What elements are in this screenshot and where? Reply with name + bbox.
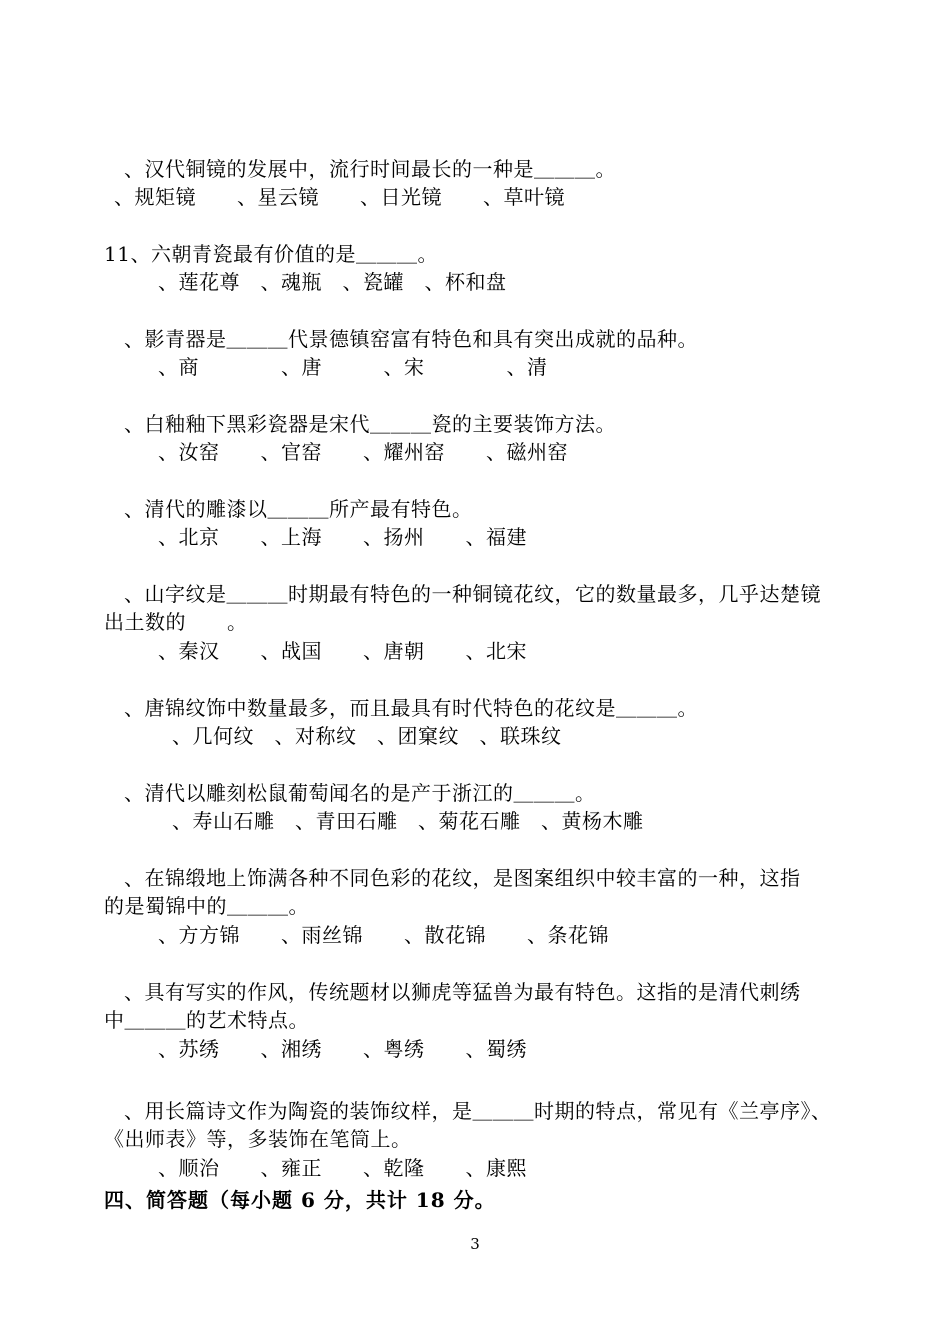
question-options: 、寿山石雕 、青田石雕 、菊花石雕 、黄杨木雕 bbox=[172, 809, 644, 833]
question-stem-continued: 的是蜀锦中的＿＿＿。 bbox=[104, 894, 309, 918]
question-stem-continued: 出土数的 。 bbox=[104, 610, 248, 634]
section-title: 四、简答题（每小题 6 分，共计 18 分。 bbox=[104, 1188, 496, 1212]
question-options: 、苏绣 、湘绣 、粤绣 、蜀绣 bbox=[158, 1037, 527, 1061]
question-stem: 、具有写实的作风，传统题材以狮虎等猛兽为最有特色。这指的是清代刺绣 bbox=[124, 980, 801, 1004]
question-stem: 、清代以雕刻松鼠葡萄闻名的是产于浙江的＿＿＿。 bbox=[124, 781, 596, 805]
question-stem: 、在锦缎地上饰满各种不同色彩的花纹，是图案组织中较丰富的一种，这指 bbox=[124, 866, 801, 890]
question-options: 、汝窑 、官窑 、耀州窑 、磁州窑 bbox=[158, 440, 568, 464]
question-stem: 、山字纹是＿＿＿时期最有特色的一种铜镜花纹，它的数量最多，几乎达楚镜 bbox=[124, 582, 821, 606]
question-options: 、秦汉 、战国 、唐朝 、北宋 bbox=[158, 639, 527, 663]
question-options: 、商 、唐 、宋 、清 bbox=[158, 355, 548, 379]
question-options: 、方方锦 、雨丝锦 、散花锦 、条花锦 bbox=[158, 923, 609, 947]
question-stem-continued: 《出师表》等，多装饰在笔筒上。 bbox=[104, 1127, 412, 1151]
question-stem: 、清代的雕漆以＿＿＿所产最有特色。 bbox=[124, 497, 473, 521]
question-stem: 、白釉釉下黑彩瓷器是宋代＿＿＿瓷的主要装饰方法。 bbox=[124, 412, 616, 436]
question-stem-continued: 中＿＿＿的艺术特点。 bbox=[104, 1008, 309, 1032]
question-options: 、顺治 、雍正 、乾隆 、康熙 bbox=[158, 1156, 527, 1180]
question-options: 、莲花尊 、魂瓶 、瓷罐 、杯和盘 bbox=[158, 270, 507, 294]
question-stem: 11、六朝青瓷最有价值的是＿＿＿。 bbox=[104, 242, 438, 266]
question-stem: 、用长篇诗文作为陶瓷的装饰纹样，是＿＿＿时期的特点，常见有《兰亭序》、 bbox=[124, 1099, 832, 1123]
question-options: 、规矩镜 、星云镜 、日光镜 、草叶镜 bbox=[114, 185, 565, 209]
question-stem: 、汉代铜镜的发展中，流行时间最长的一种是＿＿＿。 bbox=[124, 157, 616, 181]
question-stem: 、唐锦纹饰中数量最多，而且最具有时代特色的花纹是＿＿＿。 bbox=[124, 696, 698, 720]
question-options: 、几何纹 、对称纹 、团窠纹 、联珠纹 bbox=[172, 724, 562, 748]
question-options: 、北京 、上海 、扬州 、福建 bbox=[158, 525, 527, 549]
question-stem: 、影青器是＿＿＿代景德镇窑富有特色和具有突出成就的品种。 bbox=[124, 327, 698, 351]
page-number: 3 bbox=[470, 1235, 480, 1253]
